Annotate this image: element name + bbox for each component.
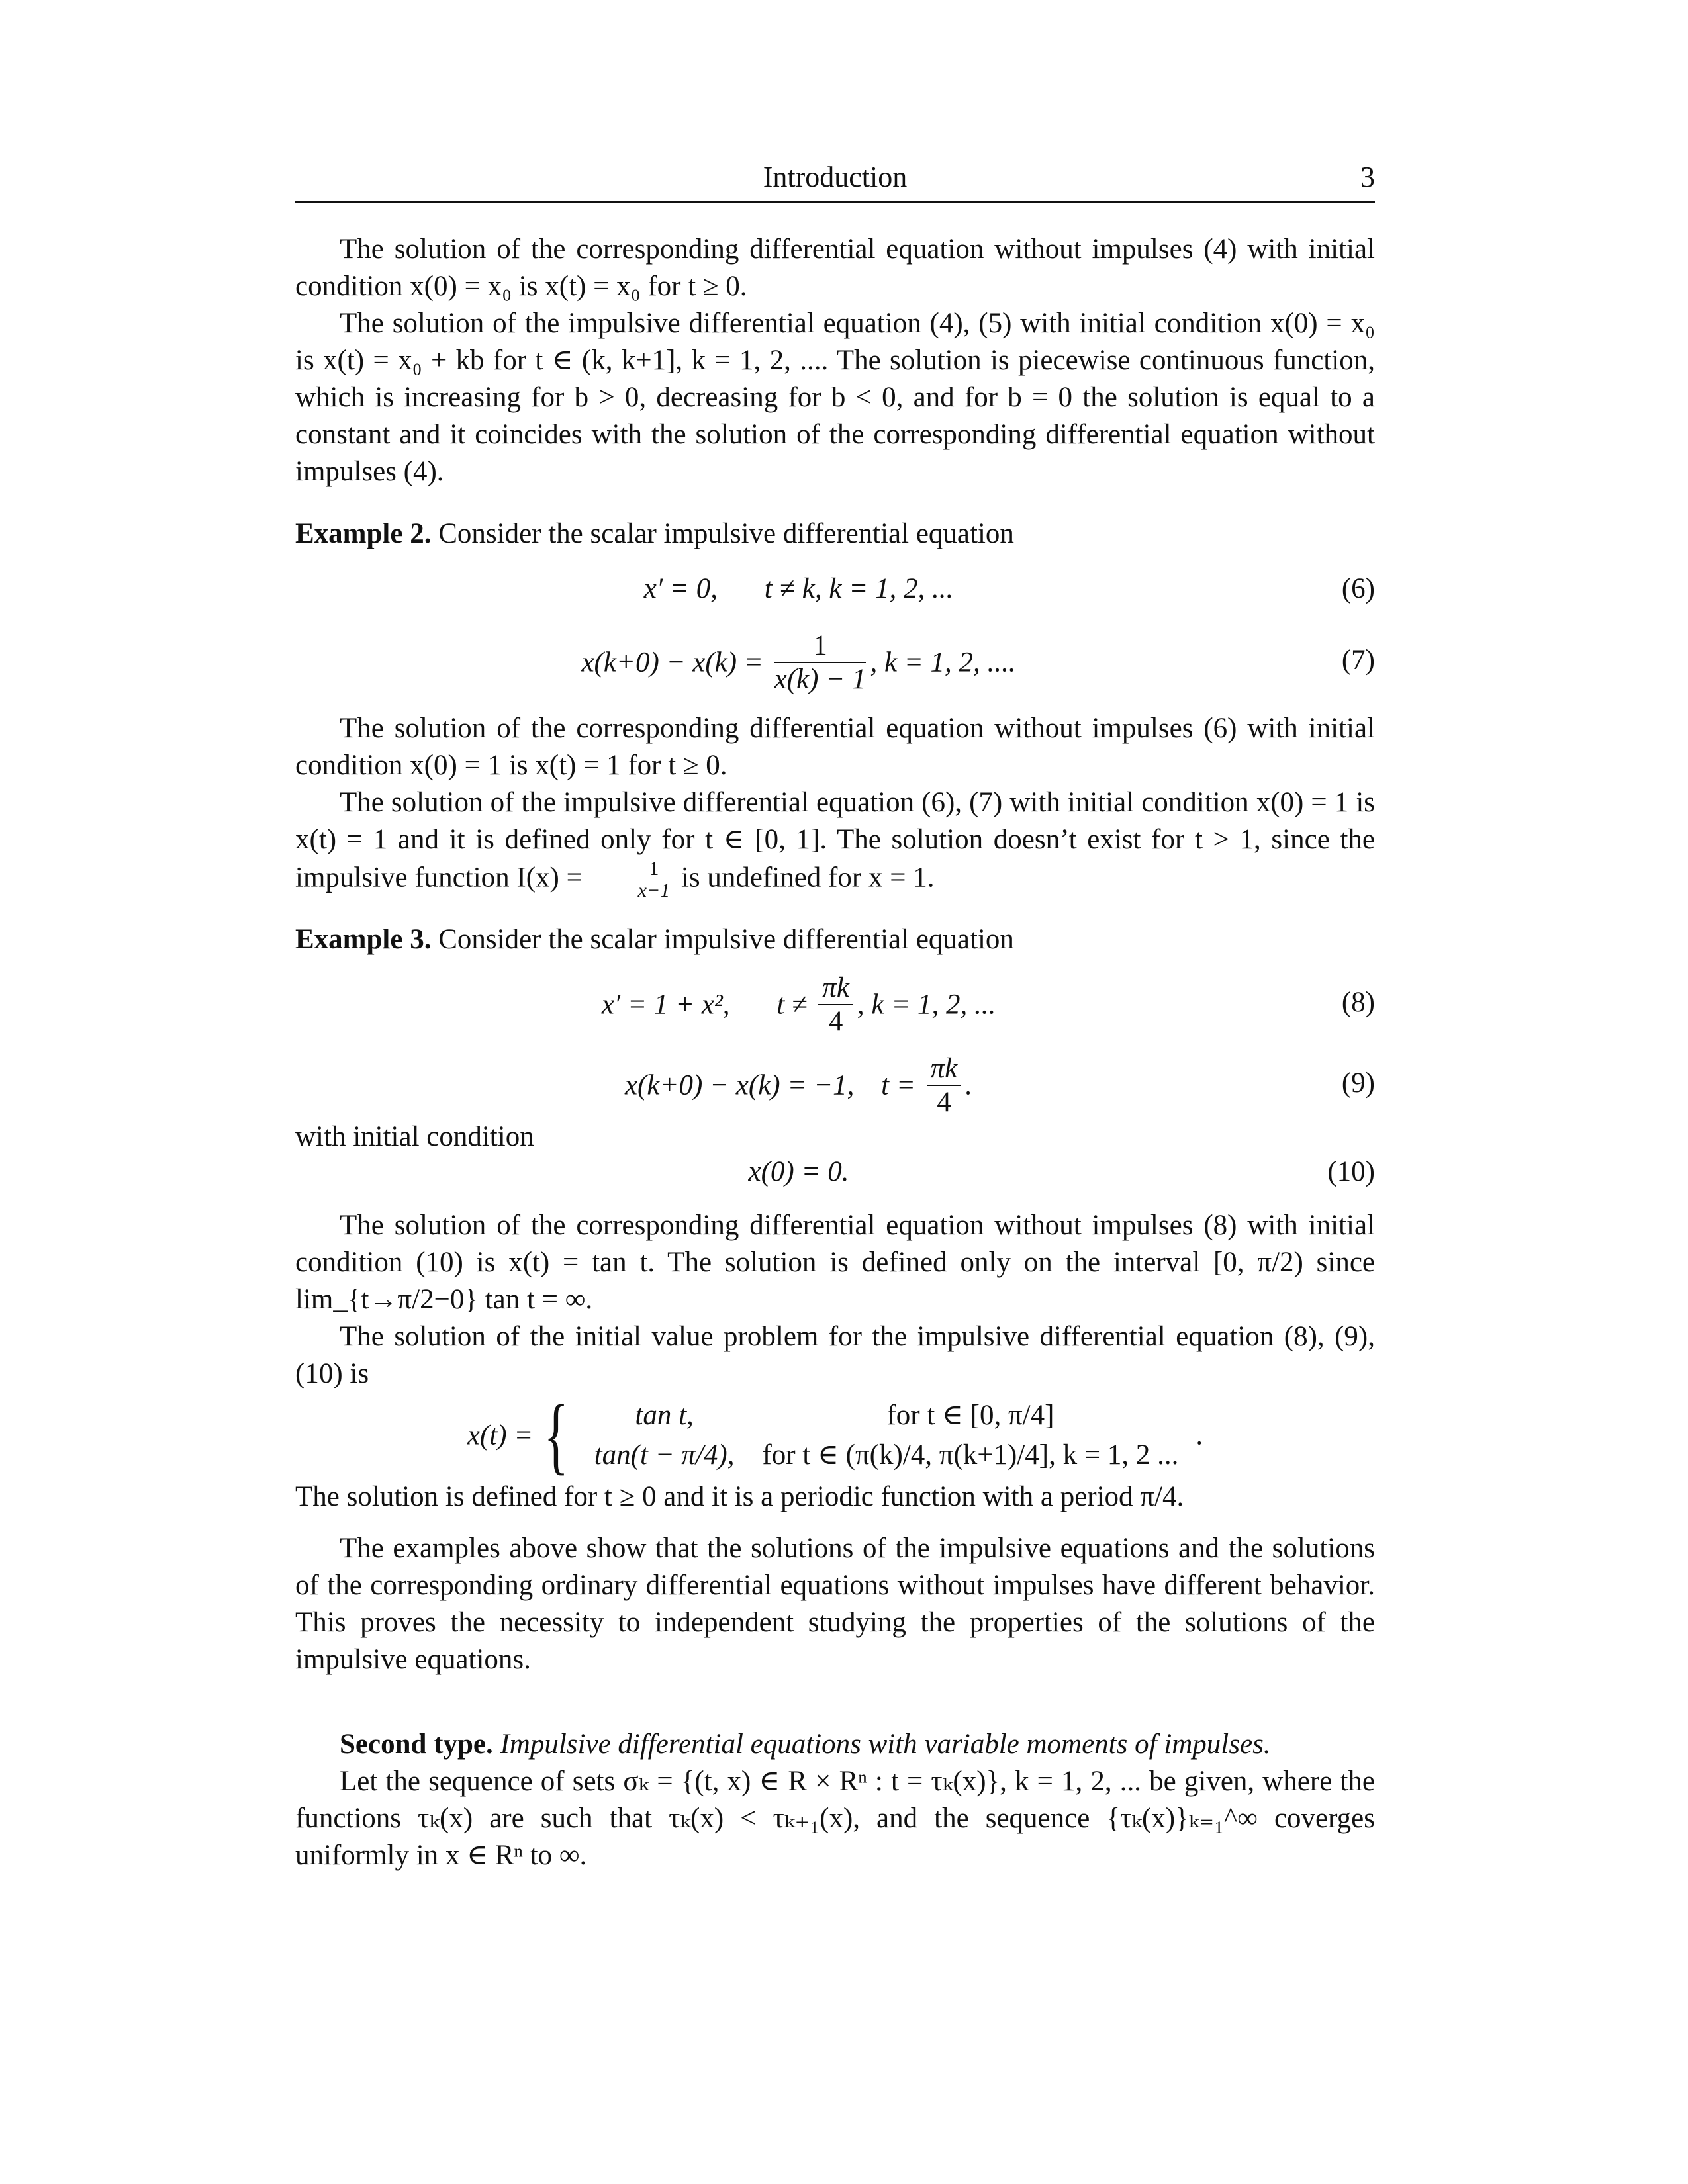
eq9-numerator: πk xyxy=(927,1052,962,1086)
eq7-numerator: 1 xyxy=(774,629,867,663)
eq6-number: (6) xyxy=(1341,573,1375,604)
eq8-fraction xyxy=(818,972,853,1038)
equation-10 xyxy=(295,1156,1375,1193)
paragraph-no-impulse-solution: The solution of the corresponding differential equation without impulses (4) with initial condition x(0) = x₀ is x(t) = x₀ for t ≥ 0. xyxy=(295,234,1375,302)
impulsive-function-fraction xyxy=(594,858,671,901)
equation-9 xyxy=(295,1052,1375,1118)
example-2-text: Consider the scalar impulsive differential equation xyxy=(438,518,1014,549)
second-type-title: Impulsive differential equations with variable moments of impulses. xyxy=(500,1729,1271,1760)
left-brace: { xyxy=(543,1388,569,1483)
piecewise-row-2 xyxy=(581,1436,1192,1475)
row2-expression: tan(t − π/4), xyxy=(594,1439,735,1471)
page xyxy=(295,154,1375,1874)
eq8-number: (8) xyxy=(1341,987,1375,1018)
eq8-lhs: x′ = 1 + x², xyxy=(601,989,730,1021)
example-2-paragraph-a: The solution of the corresponding differential equation without impulses (6) with initial condition x(0) = 1 is x(t) = 1 for t ≥ 0. xyxy=(295,713,1375,781)
header-title: Introduction xyxy=(763,161,908,193)
eq7-rest: , k = 1, 2, .... xyxy=(870,647,1016,678)
piecewise-solution xyxy=(295,1388,1375,1483)
eq9-fraction xyxy=(927,1052,962,1118)
eq10-lhs: x(0) = 0. xyxy=(748,1156,849,1187)
eq8-condition-pre: t ≠ xyxy=(776,989,808,1021)
examples-summary-paragraph: The examples above show that the solutions of the impulsive equations and the solutions of the corresponding ordinary differential equations without impulses have different behavior. This proves the necessity to independent studying the properties of the solutions of the impulsive equations. xyxy=(295,1533,1375,1675)
eq9-lhs: x(k+0) − x(k) = −1, xyxy=(624,1069,855,1101)
second-type-heading xyxy=(295,1726,1375,1763)
paragraph-impulsive-solution: The solution of the impulsive differential equation (4), (5) with initial condition x(0) = x₀ is x(t) = x₀ + kb for t ∈ (k, k+1], k = 1, 2, .... The solution is piecewise continuous function, which is increasing for b > 0, decreasing for b < 0, and for b = 0 the solution is equal to a constant and it coincides with the solution of the corresponding differential equation without impulses (4). xyxy=(295,308,1375,487)
equation-6 xyxy=(295,572,1375,610)
impulsive-function-denominator: x−1 xyxy=(637,880,671,901)
eq9-condition-pre: t = xyxy=(881,1069,915,1101)
row1-condition: for t ∈ [0, π/4] xyxy=(886,1400,1055,1431)
piecewise-lhs: x(t) = xyxy=(467,1420,534,1451)
eq7-lhs: x(k+0) − x(k) = xyxy=(581,647,763,678)
piecewise-row-1 xyxy=(581,1396,1192,1435)
example-3-heading xyxy=(295,921,1375,958)
piecewise-cases xyxy=(580,1395,1194,1476)
row2-condition: for t ∈ (π(k)/4, π(k+1)/4], k = 1, 2 ... xyxy=(762,1439,1179,1471)
second-type-paragraph: Let the sequence of sets σₖ = {(t, x) ∈ R × Rⁿ : t = τₖ(x)}, k = 1, 2, ... be given, where the functions τₖ(x) are such that τₖ(x) < τₖ₊₁(x), and the sequence {τₖ(x)}ₖ₌₁^∞ coverges uniformly in x ∈ Rⁿ to ∞. xyxy=(295,1766,1375,1871)
eq8-denominator: 4 xyxy=(828,1006,843,1037)
eq9-denominator: 4 xyxy=(937,1087,951,1118)
eq7-denominator: x(k) − 1 xyxy=(774,664,867,695)
eq7-fraction xyxy=(774,629,867,696)
eq10-number: (10) xyxy=(1327,1156,1375,1187)
example-3-text: Consider the scalar impulsive differential equation xyxy=(438,924,1014,955)
example-2-heading xyxy=(295,516,1375,553)
row1-expression: tan t, xyxy=(635,1400,694,1431)
example-2-paragraph-b xyxy=(295,784,1375,901)
eq9-condition-post: . xyxy=(965,1069,973,1101)
piecewise-trail: . xyxy=(1196,1420,1203,1451)
equation-7 xyxy=(295,629,1375,696)
equation-8 xyxy=(295,972,1375,1038)
second-type-label: Second type. xyxy=(340,1729,493,1760)
example-3-paragraph-b: The solution of the initial value problem for the impulsive differential equation (8), (9), (10) is xyxy=(295,1321,1375,1389)
with-initial-condition: with initial condition xyxy=(295,1121,534,1152)
example-2-paragraph-b-pre: The solution of the impulsive differential equation (6), (7) with initial condition x(0) = 1 is x(t) = 1 and it is defined only for t ∈ [0, 1]. The solution doesn’t exist for t > 1, since the impulsive function I(x) = xyxy=(295,787,1375,893)
eq8-numerator: πk xyxy=(818,972,853,1005)
eq8-condition-post: , k = 1, 2, ... xyxy=(857,989,996,1021)
example-2-label: Example 2. xyxy=(295,518,432,549)
example-3-label: Example 3. xyxy=(295,924,432,955)
example-3-paragraph-c: The solution is defined for t ≥ 0 and it is a periodic function with a period π/4. xyxy=(295,1481,1184,1512)
eq7-number: (7) xyxy=(1341,645,1375,676)
eq9-number: (9) xyxy=(1341,1068,1375,1099)
example-2-paragraph-b-post: is undefined for x = 1. xyxy=(680,862,935,893)
impulsive-function-numerator: 1 xyxy=(594,858,671,880)
eq6-lhs: x′ = 0, xyxy=(643,573,718,604)
eq6-condition: t ≠ k, k = 1, 2, ... xyxy=(764,573,954,604)
running-header xyxy=(295,154,1375,203)
example-3-paragraph-a: The solution of the corresponding differential equation without impulses (8) with initial condition (10) is x(t) = tan t. The solution is defined only on the interval [0, π/2) since lim_{t→π/2−0} tan t = ∞. xyxy=(295,1210,1375,1315)
page-number: 3 xyxy=(1360,161,1375,193)
